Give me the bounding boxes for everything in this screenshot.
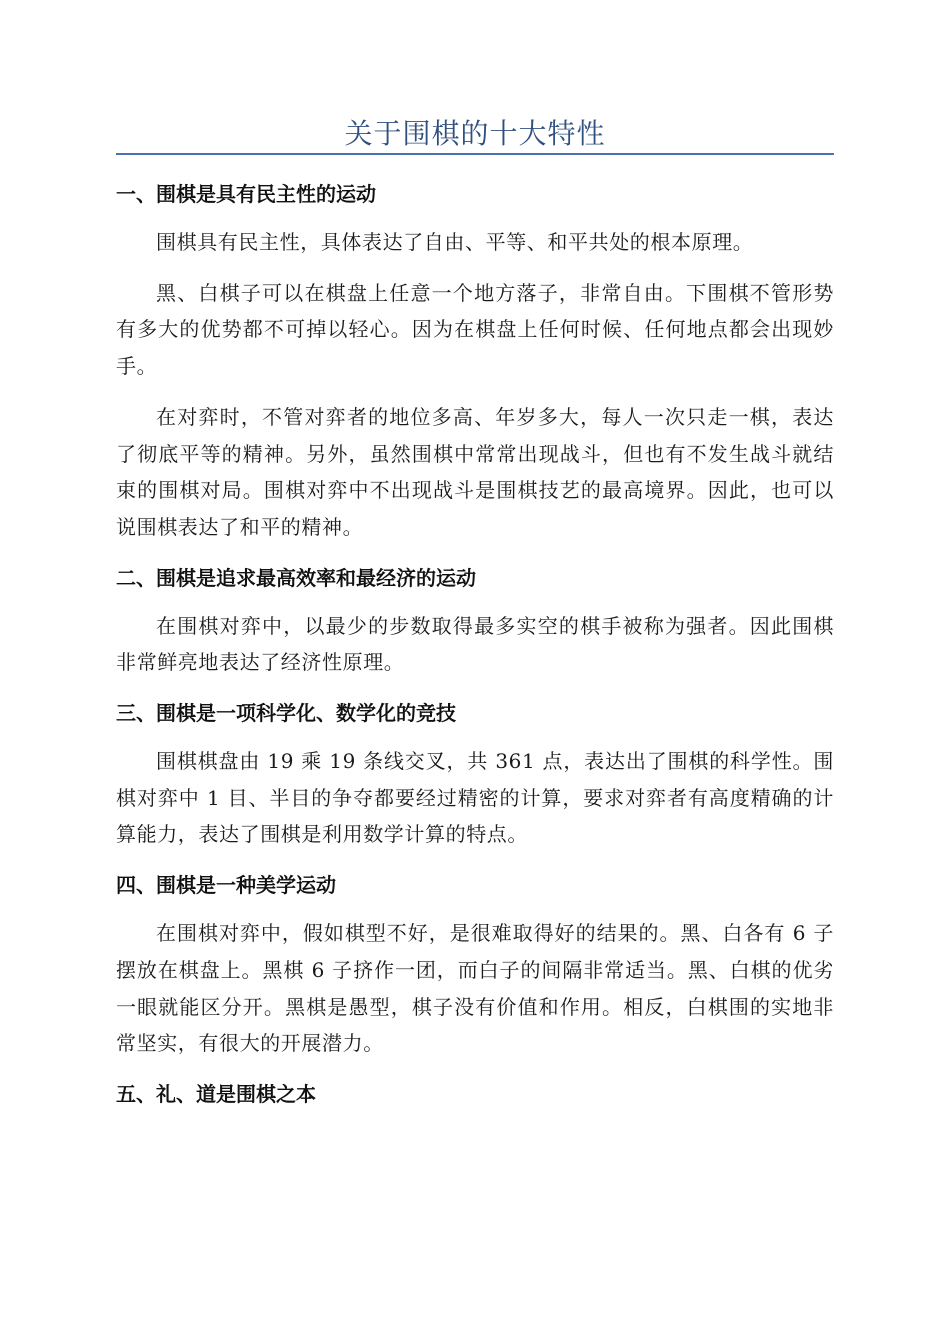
section-5 xyxy=(116,1076,834,1112)
section-heading: 一、围棋是具有民主性的运动 xyxy=(116,182,376,206)
section-3 xyxy=(116,695,834,853)
paragraph: 围棋具有民主性，具体表达了自由、平等、和平共处的根本原理。 xyxy=(156,230,754,254)
section-2 xyxy=(116,560,834,681)
document-body xyxy=(116,176,834,1124)
title-underline xyxy=(116,153,834,155)
section-heading: 三、围棋是一项科学化、数学化的竞技 xyxy=(116,701,456,726)
section-heading: 二、围棋是追求最高效率和最经济的运动 xyxy=(116,565,476,590)
paragraph: 黑、白棋子可以在棋盘上任意一个地方落子，非常自由。下围棋不管形势有多大的优势都不可掉以轻心。因为在棋盘上任何时候、任何地点都会出现妙手。 xyxy=(116,280,834,379)
document-title: 关于围棋的十大特性 xyxy=(344,117,606,150)
section-4 xyxy=(116,867,834,1062)
paragraph: 在围棋对弈中，假如棋型不好，是很难取得好的结果的。黑、白各有 6 子摆放在棋盘上。黑棋 6 子挤作一团，而白子的间隔非常适当。黑、白棋的优劣一眼就能区分开。黑棋是愚型，棋子没有价值和作用。相反，白棋围的实地非常坚实，有很大的开展潜力。 xyxy=(116,921,834,1056)
paragraph: 在围棋对弈中，以最少的步数取得最多实空的棋手被称为强者。因此围棋非常鲜亮地表达了经济性原理。 xyxy=(116,613,834,675)
section-1 xyxy=(116,176,834,546)
paragraph: 在对弈时，不管对弈者的地位多高、年岁多大，每人一次只走一棋，表达了彻底平等的精神。另外，虽然围棋中常常出现战斗，但也有不发生战斗就结束的围棋对局。围棋对弈中不出现战斗是围棋技艺的最高境界。因此，也可以说围棋表达了和平的精神。 xyxy=(116,404,834,539)
paragraph: 围棋棋盘由 19 乘 19 条线交叉，共 361 点，表达出了围棋的科学性。围棋对弈中 1 目、半目的争夺都要经过精密的计算，要求对弈者有高度精确的计算能力，表达了围棋是利用数学计算的特点。 xyxy=(116,749,834,847)
section-heading: 四、围棋是一种美学运动 xyxy=(116,873,336,898)
section-heading: 五、礼、道是围棋之本 xyxy=(116,1081,316,1106)
